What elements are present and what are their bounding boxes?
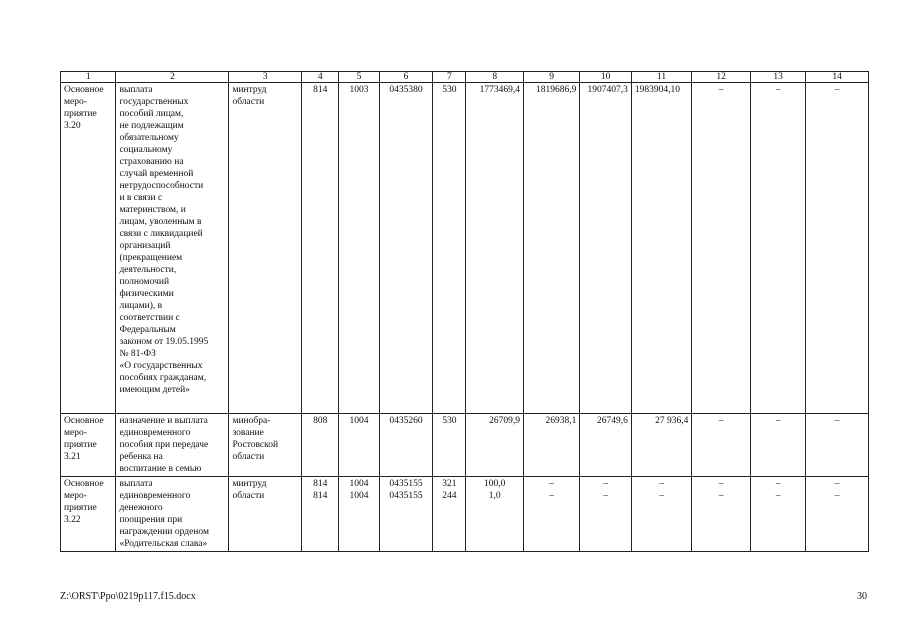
value-cell: 26749,6 — [580, 414, 631, 477]
value-cell: – — [806, 83, 869, 414]
column-header: 4 — [302, 72, 339, 83]
executor-cell: минтруд области — [229, 477, 302, 552]
executor-cell: минтруд области — [229, 83, 302, 414]
grbs-cell: 814 814 — [302, 477, 339, 552]
csr-cell: 0435155 0435155 — [379, 477, 432, 552]
description-cell: назначение и выплата единовременного пособия при передаче ребенка на воспитание в семью — [116, 414, 229, 477]
vr-cell: 530 — [433, 83, 466, 414]
value-cell: 1819686,9 — [523, 83, 579, 414]
value-cell: – – — [692, 477, 751, 552]
description-cell: выплата единовременного денежного поощрения при награждении орденом «Родительская слава» — [116, 477, 229, 552]
grbs-cell: 808 — [302, 414, 339, 477]
value-cell: – – — [631, 477, 692, 552]
value-cell: – – — [750, 477, 805, 552]
table-row — [61, 83, 869, 414]
vr-cell: 321 244 — [433, 477, 466, 552]
rzpr-cell: 1004 1004 — [339, 477, 379, 552]
csr-cell: 0435260 — [379, 414, 432, 477]
column-header: 2 — [116, 72, 229, 83]
measure-cell: Основное меро- приятие 3.22 — [61, 477, 116, 552]
value-cell: 1907407,3 — [580, 83, 631, 414]
value-cell: – – — [523, 477, 579, 552]
value-cell: 1983904,10 — [631, 83, 692, 414]
csr-cell: 0435380 — [379, 83, 432, 414]
measure-cell: Основное меро- приятие 3.20 — [61, 83, 116, 414]
column-header: 12 — [692, 72, 751, 83]
column-header: 6 — [379, 72, 432, 83]
value-cell: – — [806, 414, 869, 477]
table-row — [61, 477, 869, 552]
value-cell: 26938,1 — [523, 414, 579, 477]
value-cell: 1773469,4 — [466, 83, 523, 414]
column-header: 13 — [750, 72, 805, 83]
rzpr-cell: 1003 — [339, 83, 379, 414]
column-header: 14 — [806, 72, 869, 83]
value-cell: 26709,9 — [466, 414, 523, 477]
column-header: 3 — [229, 72, 302, 83]
value-cell: 27 936,4 — [631, 414, 692, 477]
value-cell: – — [692, 414, 751, 477]
value-cell: 100,0 1,0 — [466, 477, 523, 552]
description-cell: выплата государственных пособий лицам, не подлежащим обязательному социальному страхованию на случай временной нетрудоспособности и в связи с материнством, и лицам, уволенным в связи с ликвидацией организаций (прекращением деятельности, полномочий физическими лицами), в соответствии с Федеральным законом от 19.05.1995 № 81-ФЗ «О государственных пособиях гражданам, имеющим детей» — [116, 83, 229, 414]
column-header: 8 — [466, 72, 523, 83]
rzpr-cell: 1004 — [339, 414, 379, 477]
column-header: 1 — [61, 72, 116, 83]
value-cell: – — [692, 83, 751, 414]
grbs-cell: 814 — [302, 83, 339, 414]
value-cell: – — [750, 414, 805, 477]
page-number: 30 — [857, 591, 867, 602]
value-cell: – – — [806, 477, 869, 552]
header-row — [61, 72, 869, 83]
measure-cell: Основное меро- приятие 3.21 — [61, 414, 116, 477]
column-header: 9 — [523, 72, 579, 83]
vr-cell: 530 — [433, 414, 466, 477]
budget-table — [60, 71, 869, 552]
value-cell: – — [750, 83, 805, 414]
column-header: 11 — [631, 72, 692, 83]
document-path: Z:\ORST\Ppo\0219p117.f15.docx — [60, 591, 196, 602]
table-row — [61, 414, 869, 477]
value-cell: – – — [580, 477, 631, 552]
executor-cell: минобра- зование Ростовской области — [229, 414, 302, 477]
column-header: 5 — [339, 72, 379, 83]
column-header: 7 — [433, 72, 466, 83]
column-header: 10 — [580, 72, 631, 83]
